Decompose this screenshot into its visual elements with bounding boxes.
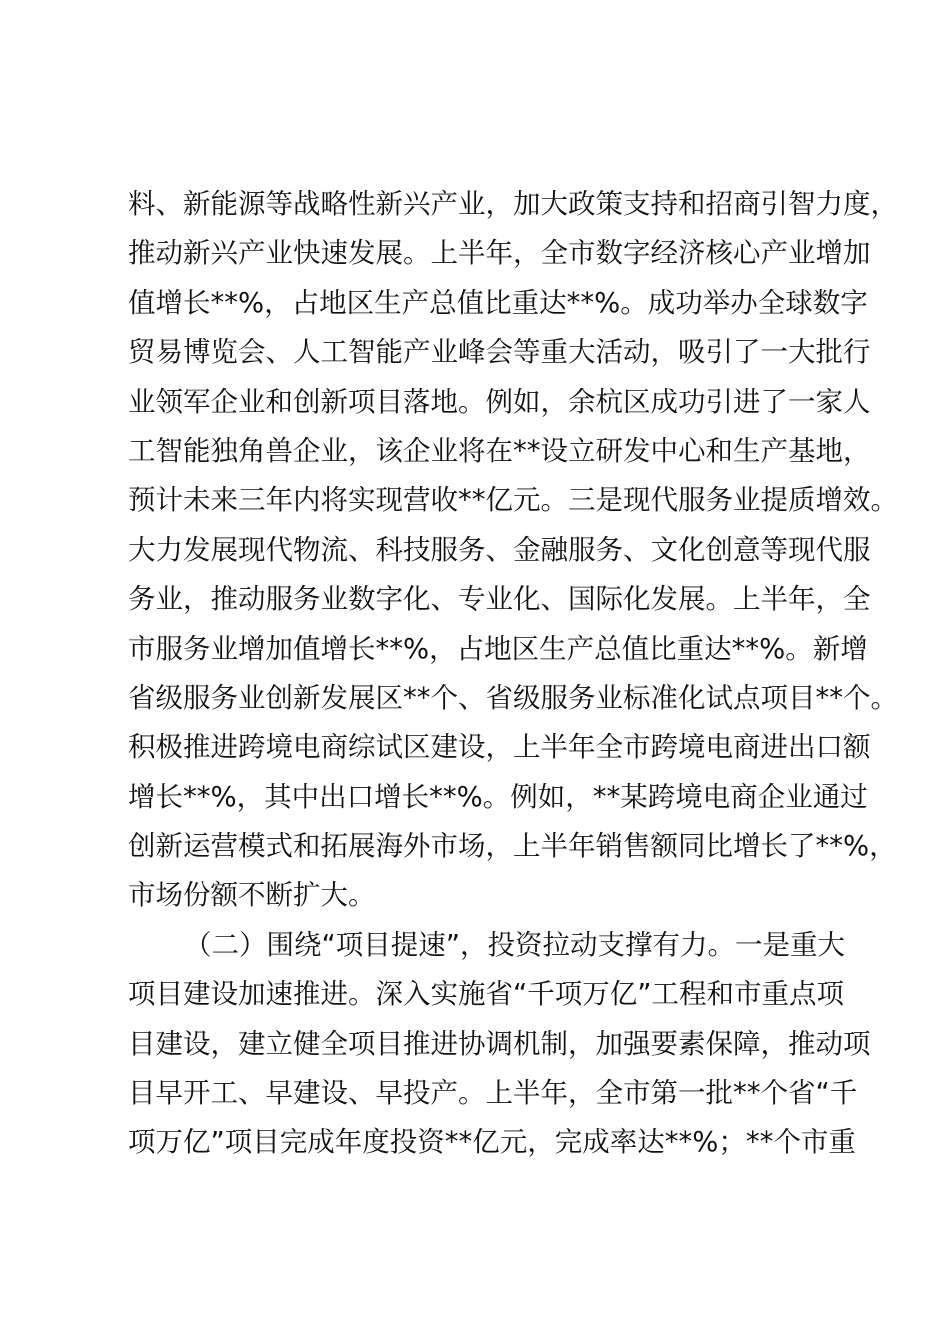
text-line-9: 务业，推动服务业数字化、专业化、国际化发展。上半年，全	[128, 583, 871, 616]
body-text	[128, 180, 898, 1168]
text-line-2: 推动新兴产业快速发展。上半年，全市数字经济核心产业增加	[128, 237, 871, 270]
text-line-14: 创新运营模式和拓展海外市场，上半年销售额同比增长了**%，	[128, 830, 897, 863]
text-line-11: 省级服务业创新发展区**个、省级服务业标准化试点项目**个。	[128, 681, 898, 714]
text-line-8: 大力发展现代物流、科技服务、金融服务、文化创意等现代服	[128, 533, 871, 566]
text-line-13: 增长**%，其中出口增长**%。例如，**某跨境电商企业通过	[128, 780, 868, 813]
text-line-17: 项目建设加速推进。深入实施省“千项万亿”工程和市重点项	[128, 978, 844, 1011]
text-line-12: 积极推进跨境电商综试区建设，上半年全市跨境电商进出口额	[128, 731, 871, 764]
text-line-15: 市场份额不断扩大。	[128, 879, 376, 912]
text-line-19: 目早开工、早建设、早投产。上半年，全市第一批**个省“千	[128, 1077, 858, 1110]
text-line-3: 值增长**%，占地区生产总值比重达**%。成功举办全球数字	[128, 286, 868, 319]
text-line-18: 目建设，建立健全项目推进协调机制，加强要素保障，推动项	[128, 1027, 871, 1060]
text-line-7: 预计未来三年内将实现营收**亿元。三是现代服务业提质增效。	[128, 484, 898, 517]
text-line-4: 贸易博览会、人工智能产业峰会等重大活动，吸引了一大批行	[128, 336, 871, 369]
text-line-5: 业领军企业和创新项目落地。例如，余杭区成功引进了一家人	[128, 385, 871, 418]
text-line-1: 料、新能源等战略性新兴产业，加大政策支持和招商引智力度，	[128, 188, 898, 220]
text-line-20: 项万亿”项目完成年度投资**亿元，完成率达**%；**个市重	[128, 1126, 856, 1159]
section-heading-line: （二）围绕“项目提速”，投资拉动支撑有力。一是重大	[184, 928, 845, 961]
text-line-6: 工智能独角兽企业，该企业将在**设立研发中心和生产基地，	[128, 434, 871, 467]
text-line-10: 市服务业增加值增长**%，占地区生产总值比重达**%。新增	[128, 632, 868, 665]
